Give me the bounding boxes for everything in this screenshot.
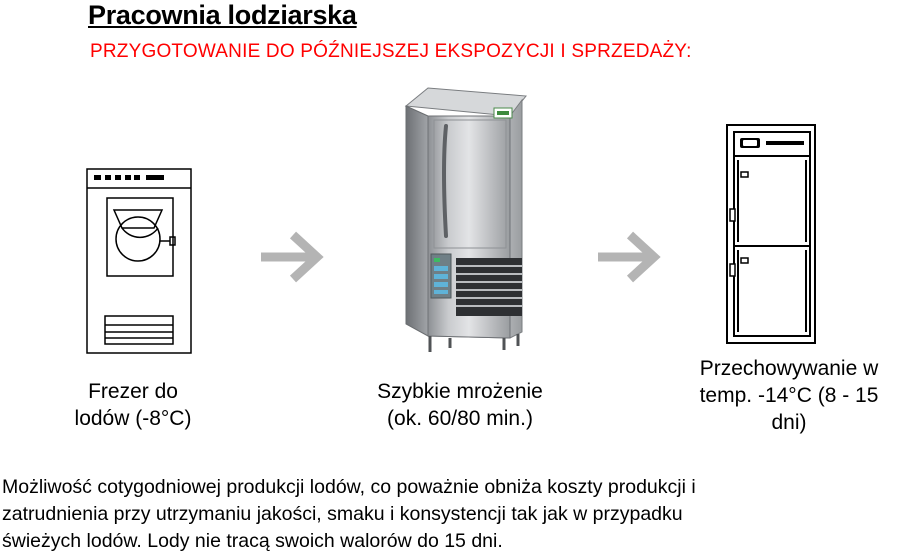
- description-text: [2, 474, 696, 555]
- blast-chiller-icon: [398, 86, 532, 354]
- ice-cream-freezer-machine-icon: [86, 168, 192, 354]
- description-line: zatrudnienia przy utrzymaniu jakości, smaku i konsystencji tak jak w przypadku: [2, 503, 683, 525]
- arrow-right-icon: [259, 231, 325, 283]
- description-line: Możliwość cotygodniowej produkcji lodów, co poważnie obniża koszty produkcji i: [2, 476, 696, 498]
- caption-line: Przechowywanie w: [699, 357, 879, 380]
- page-subtitle: PRZYGOTOWANIE DO PÓŹNIEJSZEJ EKSPOZYCJI I SPRZEDAŻY:: [90, 41, 692, 62]
- caption-line: Frezer do: [88, 380, 178, 403]
- step-caption-storage: [680, 355, 898, 436]
- page-title: Pracownia lodziarska: [88, 0, 357, 30]
- caption-line: (ok. 60/80 min.): [387, 407, 533, 430]
- storage-freezer-cabinet-icon: [726, 124, 818, 346]
- description-line: świeżych lodów. Lody nie tracą swoich walorów do 15 dni.: [2, 530, 503, 552]
- caption-line: temp. -14°C (8 - 15: [699, 384, 879, 407]
- arrow-right-icon: [596, 231, 662, 283]
- caption-line: dni): [771, 411, 807, 434]
- caption-line: Szybkie mrożenie: [377, 380, 543, 403]
- step-caption-freezer: [58, 378, 208, 432]
- caption-line: lodów (-8°C): [74, 407, 192, 430]
- step-caption-blast-chiller: [350, 378, 570, 432]
